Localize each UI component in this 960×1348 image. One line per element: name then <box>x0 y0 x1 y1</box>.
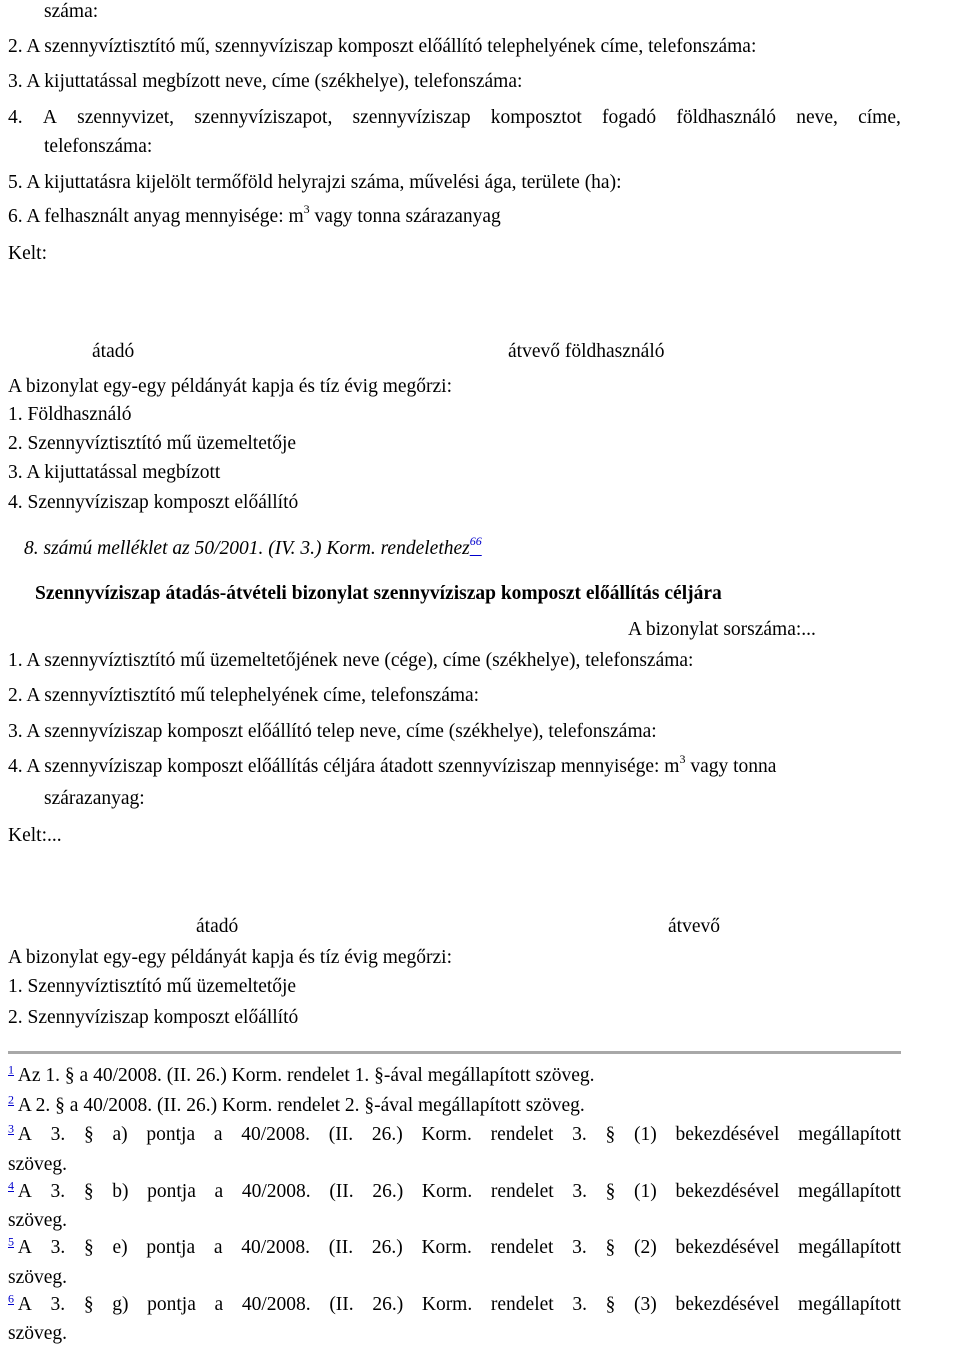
annex-footnote-link[interactable]: 66 <box>469 533 482 548</box>
annex-keep-item-2: 2. Szennyvíziszap komposzt előállító <box>8 1007 299 1028</box>
item-3-delegate: 3. A kijuttatással megbízott neve, címe (székhelye), telefonszáma: <box>8 71 523 92</box>
footnote-2-number[interactable]: 2 <box>8 1092 14 1107</box>
word: Korm. <box>421 1237 472 1258</box>
annex-item-3: 3. A szennyvíziszap komposzt előállító telep neve, címe (székhelye), telefonszáma: <box>8 721 657 742</box>
word: megállapított <box>798 1237 901 1258</box>
line-szama: száma: <box>44 1 99 22</box>
annex-title: Szennyvíziszap átadás-átvételi bizonylat szennyvíziszap komposzt előállítás céljára <box>35 583 722 604</box>
word: § <box>605 1181 616 1202</box>
word: 40/2008. <box>241 1181 311 1202</box>
annex-keep-intro: A bizonylat egy-egy példányát kapja és tíz évig megőrzi: <box>8 947 453 968</box>
annex-item-4-continuation: szárazanyag: <box>44 788 145 809</box>
item-4-continuation: telefonszáma: <box>44 136 153 157</box>
word: a <box>213 1237 223 1258</box>
word: pontja <box>146 1237 196 1258</box>
word: neve, <box>796 107 838 128</box>
serial-number-label: A bizonylat sorszáma:... <box>628 619 816 640</box>
footnote-2: $^2$ A 2. § a 40/2008. (II. 26.) Korm. rendelet 2. §-ával megállapított szöveg. <box>8 1092 585 1116</box>
annex-item-1: 1. A szennyvíztisztító mű üzemeltetőjének neve (cége), címe (székhelye), telefonszáma: <box>8 650 694 671</box>
word: $^3$ A <box>8 1121 32 1145</box>
word: rendelet <box>490 1124 554 1145</box>
annex-heading: 8. számú melléklet az 50/2001. (IV. 3.) Korm. rendelethez$^{66}$ <box>24 533 482 559</box>
word: $^5$ A <box>8 1234 32 1258</box>
footnote-1-number[interactable]: 1 <box>8 1062 14 1077</box>
word: e) <box>112 1237 128 1258</box>
word: Korm. <box>421 1124 472 1145</box>
footnote-divider <box>8 1051 901 1054</box>
word: (II. <box>329 1294 354 1315</box>
word: A <box>42 107 57 128</box>
word: földhasználó <box>676 107 776 128</box>
word: § <box>83 1181 94 1202</box>
signature-receiver: átvevő földhasználó <box>508 341 665 362</box>
word: a <box>214 1181 224 1202</box>
footnote-4 <box>8 1178 901 1202</box>
footnote-5-continuation: szöveg. <box>8 1267 68 1288</box>
word: 40/2008. <box>241 1294 311 1315</box>
word: 3. <box>50 1294 66 1315</box>
keep-item-3: 3. A kijuttatással megbízott <box>8 462 221 483</box>
word: (II. <box>329 1181 354 1202</box>
word: pontja <box>147 1294 196 1315</box>
footnote-1: $^1$ Az 1. § a 40/2008. (II. 26.) Korm. rendelet 1. §-ával megállapított szöveg. <box>8 1062 595 1086</box>
word: megállapított <box>798 1181 901 1202</box>
footnote-3 <box>8 1121 901 1145</box>
word: (2) <box>633 1237 657 1258</box>
word: bekezdésével <box>675 1124 780 1145</box>
word: komposztot <box>490 107 582 128</box>
word: szennyvíziszap <box>352 107 471 128</box>
keep-intro: A bizonylat egy-egy példányát kapja és tíz évig megőrzi: <box>8 376 453 397</box>
word: § <box>605 1294 616 1315</box>
word: 40/2008. <box>241 1124 311 1145</box>
footnote-number[interactable]: 4 <box>8 1178 14 1193</box>
word: 3. <box>572 1181 587 1202</box>
keep-item-2: 2. Szennyvíztisztító mű üzemeltetője <box>8 433 297 454</box>
word: § <box>605 1124 616 1145</box>
annex-item-2: 2. A szennyvíztisztító mű telephelyének címe, telefonszáma: <box>8 685 480 706</box>
item-5-parcel: 5. A kijuttatásra kijelölt termőföld helyrajzi száma, művelési ága, területe (ha): <box>8 172 622 193</box>
annex-signature-receiver: átvevő <box>668 916 720 937</box>
word: 26.) <box>372 1294 404 1315</box>
annex-item-4: 4. A szennyvíziszap komposzt előállítás céljára átadott szennyvíziszap mennyisége: $m^3$ vagy tonna <box>8 751 777 777</box>
word: $^4$ A <box>8 1178 32 1202</box>
word: rendelet <box>490 1181 554 1202</box>
word: megállapított <box>798 1124 901 1145</box>
word: 4. <box>8 107 23 128</box>
word: (II. <box>328 1237 354 1258</box>
annex-keep-item-1: 1. Szennyvíztisztító mű üzemeltetője <box>8 976 297 997</box>
kelt-label: Kelt: <box>8 243 47 264</box>
word: § <box>83 1124 94 1145</box>
word: (3) <box>634 1294 657 1315</box>
word: pontja <box>146 1124 196 1145</box>
item-4-recipient <box>8 108 901 128</box>
word: a <box>214 1294 224 1315</box>
word: (1) <box>633 1124 657 1145</box>
keep-item-1: 1. Földhasználó <box>8 404 132 425</box>
word: címe, <box>858 107 901 128</box>
word: 26.) <box>371 1237 403 1258</box>
word: $^6$ A <box>8 1291 32 1315</box>
footnote-4-continuation: szöveg. <box>8 1210 68 1231</box>
word: bekezdésével <box>675 1181 780 1202</box>
word: szennyvizet, <box>77 107 175 128</box>
footnote-6-continuation: szöveg. <box>8 1323 68 1344</box>
word: szennyvíziszapot, <box>194 107 333 128</box>
word: a <box>213 1124 223 1145</box>
word: § <box>605 1237 616 1258</box>
annex-kelt: Kelt:... <box>8 825 62 846</box>
footnote-3-continuation: szöveg. <box>8 1154 68 1175</box>
word: 3. <box>50 1181 66 1202</box>
word: § <box>83 1237 94 1258</box>
footnote-5 <box>8 1234 901 1258</box>
footnote-number[interactable]: 6 <box>8 1291 14 1306</box>
annex-signature-giver: átadó <box>196 916 239 937</box>
word: b) <box>112 1181 129 1202</box>
footnote-6 <box>8 1291 901 1315</box>
word: (II. <box>328 1124 354 1145</box>
keep-item-4: 4. Szennyvíziszap komposzt előállító <box>8 492 299 513</box>
word: bekezdésével <box>675 1237 780 1258</box>
word: fogadó <box>602 107 657 128</box>
word: Korm. <box>421 1294 473 1315</box>
word: rendelet <box>490 1294 554 1315</box>
word: 26.) <box>371 1124 403 1145</box>
word: (1) <box>634 1181 657 1202</box>
footnote-number[interactable]: 5 <box>8 1234 14 1249</box>
footnote-number[interactable]: 3 <box>8 1121 14 1136</box>
item-6-quantity: 6. A felhasznált anyag mennyisége: $m^3$ vagy tonna szárazanyag <box>8 201 501 227</box>
word: 26.) <box>372 1181 404 1202</box>
word: g) <box>112 1294 129 1315</box>
word: § <box>83 1294 94 1315</box>
signature-giver: átadó <box>92 341 135 362</box>
word: 40/2008. <box>241 1237 311 1258</box>
word: 3. <box>50 1237 66 1258</box>
word: 3. <box>572 1294 587 1315</box>
item-2-site-address: 2. A szennyvíztisztító mű, szennyvíziszap komposzt előállító telephelyének címe, telefonszáma: <box>8 36 757 57</box>
word: a) <box>112 1124 128 1145</box>
word: Korm. <box>421 1181 473 1202</box>
word: pontja <box>147 1181 196 1202</box>
word: bekezdésével <box>675 1294 780 1315</box>
word: 3. <box>572 1237 587 1258</box>
word: megállapított <box>798 1294 901 1315</box>
word: rendelet <box>490 1237 554 1258</box>
word: 3. <box>572 1124 587 1145</box>
word: 3. <box>50 1124 66 1145</box>
